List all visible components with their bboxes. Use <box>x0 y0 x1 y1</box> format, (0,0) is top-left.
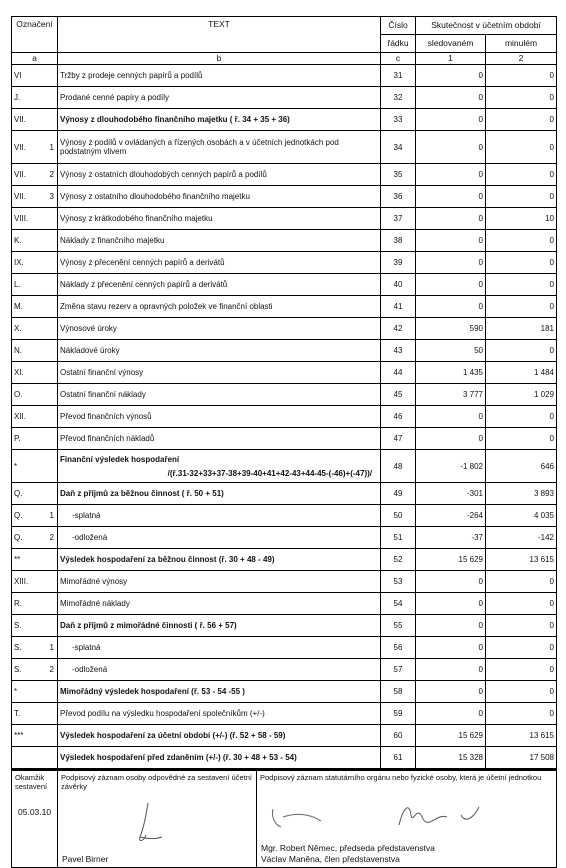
row-number: 45 <box>381 384 416 406</box>
row-mark-sub: 2 <box>49 533 54 542</box>
row-previous-value: 0 <box>486 164 557 186</box>
row-text-line: Výnosy z podílů v ovládaných a řízených osobách a v účetních jednotkách pod podstatným vlivem <box>60 138 339 156</box>
table-row <box>12 615 557 637</box>
row-mark <box>12 252 58 274</box>
table-row <box>12 296 557 318</box>
row-mark-label: VI <box>14 71 22 80</box>
row-text <box>58 483 381 505</box>
person-name: Pavel Birner <box>62 854 109 864</box>
row-mark-label: VII. <box>14 115 27 124</box>
row-mark-sub: 2 <box>49 170 54 179</box>
row-current-value: 0 <box>416 65 486 87</box>
row-mark <box>12 659 58 681</box>
row-previous-value: 0 <box>486 637 557 659</box>
table-row <box>12 109 557 131</box>
row-mark <box>12 340 58 362</box>
row-number: 33 <box>381 109 416 131</box>
table-row <box>12 659 557 681</box>
report-sheet <box>11 16 556 864</box>
row-mark-label: N. <box>14 346 22 355</box>
row-text-line: Ostatní finanční výnosy <box>60 368 144 377</box>
header-sub-2: 2 <box>486 53 557 65</box>
row-mark-label: M. <box>14 302 23 311</box>
row-text <box>58 186 381 208</box>
row-text-line: Výsledek hospodaření za běžnou činnost (ř. 30 + 48 - 49) <box>60 555 275 564</box>
row-mark-label: J. <box>14 93 21 102</box>
row-number: 58 <box>381 681 416 703</box>
row-mark-sub: 2 <box>49 665 54 674</box>
row-mark-sub: 1 <box>49 511 54 520</box>
row-mark <box>12 318 58 340</box>
row-mark-label: S. <box>14 621 22 630</box>
row-previous-value: 17 508 <box>486 747 557 770</box>
table-row <box>12 593 557 615</box>
row-number: 42 <box>381 318 416 340</box>
row-mark-label: ** <box>14 555 21 564</box>
table-row <box>12 725 557 747</box>
table-row <box>12 681 557 703</box>
header-rownum-1: Číslo <box>381 17 416 35</box>
row-text <box>58 637 381 659</box>
row-text-line: -splatná <box>72 643 101 652</box>
row-mark-label: R. <box>14 599 22 608</box>
row-previous-value: 0 <box>486 681 557 703</box>
row-current-value: 0 <box>416 252 486 274</box>
board-member-1: Mgr. Robert Němec, předseda představenstva <box>261 843 435 853</box>
row-mark <box>12 186 58 208</box>
row-mark-label: VII. <box>14 142 27 152</box>
row-number: 43 <box>381 340 416 362</box>
row-text <box>58 131 381 164</box>
table-row <box>12 384 557 406</box>
row-mark-label: S. <box>14 643 22 652</box>
row-text <box>58 725 381 747</box>
row-number: 51 <box>381 527 416 549</box>
row-number: 53 <box>381 571 416 593</box>
row-mark <box>12 450 58 483</box>
table-row <box>12 450 557 483</box>
row-previous-value: 0 <box>486 593 557 615</box>
header-current: sledovaném <box>416 35 486 53</box>
row-current-value: 0 <box>416 571 486 593</box>
row-current-value: 0 <box>416 406 486 428</box>
row-mark <box>12 131 58 164</box>
row-mark <box>12 362 58 384</box>
row-text-line: Tržby z prodeje cenných papírů a podílů <box>60 71 203 80</box>
row-mark-label: XIII. <box>14 577 29 586</box>
person-label: Podpisový záznam osoby odpovědné za sestavení účetní závěrky <box>61 773 252 791</box>
row-mark <box>12 637 58 659</box>
table-row <box>12 747 557 770</box>
row-text <box>58 505 381 527</box>
row-mark <box>12 208 58 230</box>
table-row <box>12 527 557 549</box>
row-mark-label: IX. <box>14 258 24 267</box>
table-row <box>12 340 557 362</box>
row-previous-value: 0 <box>486 186 557 208</box>
row-mark-label: XI. <box>14 368 24 377</box>
row-text-line: Výnosy z krátkodobého finančního majetku <box>60 214 213 223</box>
row-mark-sub: 3 <box>49 192 54 201</box>
row-text <box>58 65 381 87</box>
row-mark-label: XII. <box>14 412 27 421</box>
table-row <box>12 208 557 230</box>
row-text-line: -splatná <box>72 511 101 520</box>
board-member-2: Václav Maněna, člen představenstva <box>261 854 400 864</box>
row-number: 61 <box>381 747 416 770</box>
row-mark-label: VII. <box>14 170 27 179</box>
row-text <box>58 527 381 549</box>
table-row <box>12 318 557 340</box>
row-text-line: Nákladové úroky <box>60 346 120 355</box>
header-mark: Označení <box>12 17 58 53</box>
row-current-value: 0 <box>416 593 486 615</box>
row-mark <box>12 571 58 593</box>
row-mark <box>12 615 58 637</box>
row-text <box>58 703 381 725</box>
row-current-value: 15 328 <box>416 747 486 770</box>
row-current-value: 0 <box>416 681 486 703</box>
row-previous-value: 13 615 <box>486 725 557 747</box>
row-current-value: 0 <box>416 637 486 659</box>
row-current-value: 0 <box>416 230 486 252</box>
row-previous-value: 3 893 <box>486 483 557 505</box>
row-mark <box>12 65 58 87</box>
row-mark <box>12 725 58 747</box>
row-text <box>58 659 381 681</box>
row-number: 55 <box>381 615 416 637</box>
row-text-line: Výsledek hospodaření před zdaněním (+/-) (ř. 30 + 48 + 53 - 54) <box>60 753 297 762</box>
row-number: 38 <box>381 230 416 252</box>
row-mark <box>12 549 58 571</box>
header-actual: Skutečnost v účetním období <box>416 17 557 35</box>
row-text-line: Náklady z přecenění cenných papírů a derivátů <box>60 280 228 289</box>
row-current-value: 3 777 <box>416 384 486 406</box>
row-current-value: -301 <box>416 483 486 505</box>
row-text-line: Převod finančních výnosů <box>60 412 152 421</box>
table-row <box>12 274 557 296</box>
row-text <box>58 252 381 274</box>
row-number: 48 <box>381 450 416 483</box>
row-text-line: Výnosy z ostatního dlouhodobého finančního majetku <box>60 192 250 201</box>
row-previous-value: 13 615 <box>486 549 557 571</box>
row-mark-label: * <box>14 687 18 696</box>
header-sub-a: a <box>12 53 58 65</box>
row-current-value: 0 <box>416 296 486 318</box>
moment-cell <box>12 771 58 868</box>
row-current-value: 0 <box>416 208 486 230</box>
row-mark-label: X. <box>14 324 22 333</box>
row-number: 35 <box>381 164 416 186</box>
row-number: 60 <box>381 725 416 747</box>
row-text <box>58 428 381 450</box>
row-text <box>58 318 381 340</box>
row-current-value: 590 <box>416 318 486 340</box>
row-previous-value: 0 <box>486 65 557 87</box>
row-number: 32 <box>381 87 416 109</box>
row-text-line: Výnosové úroky <box>60 324 117 333</box>
row-number: 37 <box>381 208 416 230</box>
row-mark <box>12 505 58 527</box>
row-number: 46 <box>381 406 416 428</box>
row-text <box>58 747 381 770</box>
row-previous-value: 0 <box>486 406 557 428</box>
row-previous-value: 0 <box>486 703 557 725</box>
row-previous-value: 646 <box>486 450 557 483</box>
row-mark <box>12 109 58 131</box>
table-row <box>12 164 557 186</box>
row-text-line: -odložená <box>72 665 108 674</box>
row-text <box>58 549 381 571</box>
row-number: 40 <box>381 274 416 296</box>
row-current-value: 15 629 <box>416 725 486 747</box>
row-text-line: Prodané cenné papíry a podíly <box>60 93 169 102</box>
table-row <box>12 406 557 428</box>
row-text-line: Náklady z finančního majetku <box>60 236 165 245</box>
board-cell <box>257 771 557 868</box>
person-signature <box>118 799 178 849</box>
row-text <box>58 87 381 109</box>
row-mark-sub: 1 <box>49 142 54 152</box>
row-previous-value: 0 <box>486 131 557 164</box>
board-signatures <box>261 795 501 840</box>
row-text <box>58 274 381 296</box>
table-row <box>12 131 557 164</box>
row-previous-value: 0 <box>486 296 557 318</box>
row-mark-label: P. <box>14 434 21 443</box>
row-current-value: 0 <box>416 659 486 681</box>
row-mark-label: VII. <box>14 192 27 201</box>
row-mark-label: VIII. <box>14 214 29 223</box>
table-row <box>12 571 557 593</box>
row-mark-label: Q. <box>14 489 23 498</box>
row-current-value: 0 <box>416 131 486 164</box>
row-text <box>58 450 381 483</box>
row-text <box>58 109 381 131</box>
row-text-line: Výnosy z dlouhodobého finančního majetku ( ř. 34 + 35 + 36) <box>60 115 290 124</box>
row-text <box>58 571 381 593</box>
row-current-value: 0 <box>416 87 486 109</box>
row-number: 34 <box>381 131 416 164</box>
row-mark-label: K. <box>14 236 22 245</box>
row-number: 52 <box>381 549 416 571</box>
row-text-line: Finanční výsledek hospodaření <box>60 454 180 464</box>
row-text-line: Mimořádný výsledek hospodaření (ř. 53 - 54 -55 ) <box>60 687 245 696</box>
row-text-line: Výsledek hospodaření za účetní období (+/-) (ř. 52 + 58 - 59) <box>60 731 286 740</box>
row-previous-value: 181 <box>486 318 557 340</box>
row-current-value: 0 <box>416 274 486 296</box>
header-text: TEXT <box>58 17 381 53</box>
moment-label: Okamžik <box>15 773 45 782</box>
row-mark-label: *** <box>14 731 24 740</box>
row-number: 44 <box>381 362 416 384</box>
row-current-value: -1 802 <box>416 450 486 483</box>
row-number: 57 <box>381 659 416 681</box>
row-previous-value: 0 <box>486 428 557 450</box>
row-mark-label: Q. <box>14 511 23 520</box>
row-previous-value: 0 <box>486 109 557 131</box>
row-text-line: Daň z příjmů z mimořádné činnosti ( ř. 56 + 57) <box>60 621 237 630</box>
table-row <box>12 87 557 109</box>
row-number: 54 <box>381 593 416 615</box>
row-text-line: Výnosy z přecenění cenných papírů a derivátů <box>60 258 225 267</box>
row-previous-value: 0 <box>486 571 557 593</box>
row-text-formula: /(ř.31-32+33+37-38+39-40+41+42-43+44-45-(-46)+(-47))/ <box>167 468 372 478</box>
row-text-line: Mimořádné náklady <box>60 599 130 608</box>
table-row <box>12 362 557 384</box>
row-mark <box>12 384 58 406</box>
row-text-line: Ostatní finanční náklady <box>60 390 146 399</box>
row-mark <box>12 406 58 428</box>
row-text <box>58 362 381 384</box>
row-text <box>58 340 381 362</box>
row-text-line: -odložená <box>72 533 108 542</box>
compile-date: 05.03.10 <box>18 807 52 817</box>
row-previous-value: 1 029 <box>486 384 557 406</box>
row-mark <box>12 274 58 296</box>
row-previous-value: 0 <box>486 615 557 637</box>
row-number: 36 <box>381 186 416 208</box>
row-text <box>58 593 381 615</box>
header-sub-1: 1 <box>416 53 486 65</box>
row-mark <box>12 428 58 450</box>
row-text <box>58 406 381 428</box>
row-text <box>58 296 381 318</box>
table-row <box>12 549 557 571</box>
row-mark <box>12 527 58 549</box>
row-text <box>58 208 381 230</box>
row-previous-value: 10 <box>486 208 557 230</box>
row-number: 49 <box>381 483 416 505</box>
row-number: 39 <box>381 252 416 274</box>
row-mark <box>12 164 58 186</box>
table-row <box>12 230 557 252</box>
header-sub-b: b <box>58 53 381 65</box>
row-mark-label: Q. <box>14 533 23 542</box>
header-rownum-2: řádku <box>381 35 416 53</box>
row-text-line: Změna stavu rezerv a opravných položek ve finanční oblasti <box>60 302 273 311</box>
table-row <box>12 65 557 87</box>
table-row <box>12 637 557 659</box>
row-mark <box>12 681 58 703</box>
row-mark <box>12 747 58 770</box>
row-current-value: 0 <box>416 615 486 637</box>
row-number: 31 <box>381 65 416 87</box>
row-number: 50 <box>381 505 416 527</box>
row-number: 56 <box>381 637 416 659</box>
table-row <box>12 428 557 450</box>
row-current-value: -264 <box>416 505 486 527</box>
row-text <box>58 384 381 406</box>
row-mark-label: S. <box>14 665 22 674</box>
table-row <box>12 703 557 725</box>
row-mark <box>12 230 58 252</box>
row-mark <box>12 296 58 318</box>
row-current-value: 0 <box>416 703 486 725</box>
row-number: 59 <box>381 703 416 725</box>
table-row <box>12 505 557 527</box>
row-current-value: 0 <box>416 186 486 208</box>
table-row <box>12 252 557 274</box>
row-previous-value: 1 484 <box>486 362 557 384</box>
row-previous-value: 0 <box>486 252 557 274</box>
board-label: Podpisový záznam statutárního orgánu nebo fyzické osoby, která je účetní jednotkou <box>260 773 542 782</box>
row-previous-value: 0 <box>486 340 557 362</box>
row-current-value: 0 <box>416 428 486 450</box>
row-current-value: 15 629 <box>416 549 486 571</box>
row-mark <box>12 483 58 505</box>
row-mark-label: T. <box>14 709 21 718</box>
row-previous-value: 0 <box>486 659 557 681</box>
row-current-value: 0 <box>416 164 486 186</box>
row-current-value: 1 435 <box>416 362 486 384</box>
row-mark-label: L. <box>14 280 21 289</box>
header-sub-c: c <box>381 53 416 65</box>
row-mark-label: O. <box>14 390 23 399</box>
header-previous: minulém <box>486 35 557 53</box>
row-mark-label: * <box>14 461 18 471</box>
row-previous-value: 0 <box>486 87 557 109</box>
row-text-line: Daň z příjmů za běžnou činnost ( ř. 50 + 51) <box>60 489 224 498</box>
row-mark <box>12 703 58 725</box>
row-text-line: Převod podílu na výsledku hospodaření společníkům (+/-) <box>60 709 265 718</box>
row-text <box>58 681 381 703</box>
row-current-value: 0 <box>416 109 486 131</box>
row-previous-value: -142 <box>486 527 557 549</box>
row-text <box>58 615 381 637</box>
person-cell <box>58 771 257 868</box>
row-text <box>58 230 381 252</box>
row-text-line: Výnosy z ostatních dlouhodobých cenných papírů a podílů <box>60 170 267 179</box>
row-text-line: Mimořádné výnosy <box>60 577 128 586</box>
table-row <box>12 186 557 208</box>
row-previous-value: 0 <box>486 274 557 296</box>
row-number: 47 <box>381 428 416 450</box>
row-current-value: -37 <box>416 527 486 549</box>
row-mark-sub: 1 <box>49 643 54 652</box>
signature-table <box>11 770 557 868</box>
moment-label-2: sestavení <box>15 782 48 791</box>
row-text <box>58 164 381 186</box>
row-current-value: 50 <box>416 340 486 362</box>
row-previous-value: 4 035 <box>486 505 557 527</box>
row-number: 41 <box>381 296 416 318</box>
row-previous-value: 0 <box>486 230 557 252</box>
row-mark <box>12 593 58 615</box>
row-mark <box>12 87 58 109</box>
row-text-line: Převod finančních nákladů <box>60 434 155 443</box>
table-row <box>12 483 557 505</box>
